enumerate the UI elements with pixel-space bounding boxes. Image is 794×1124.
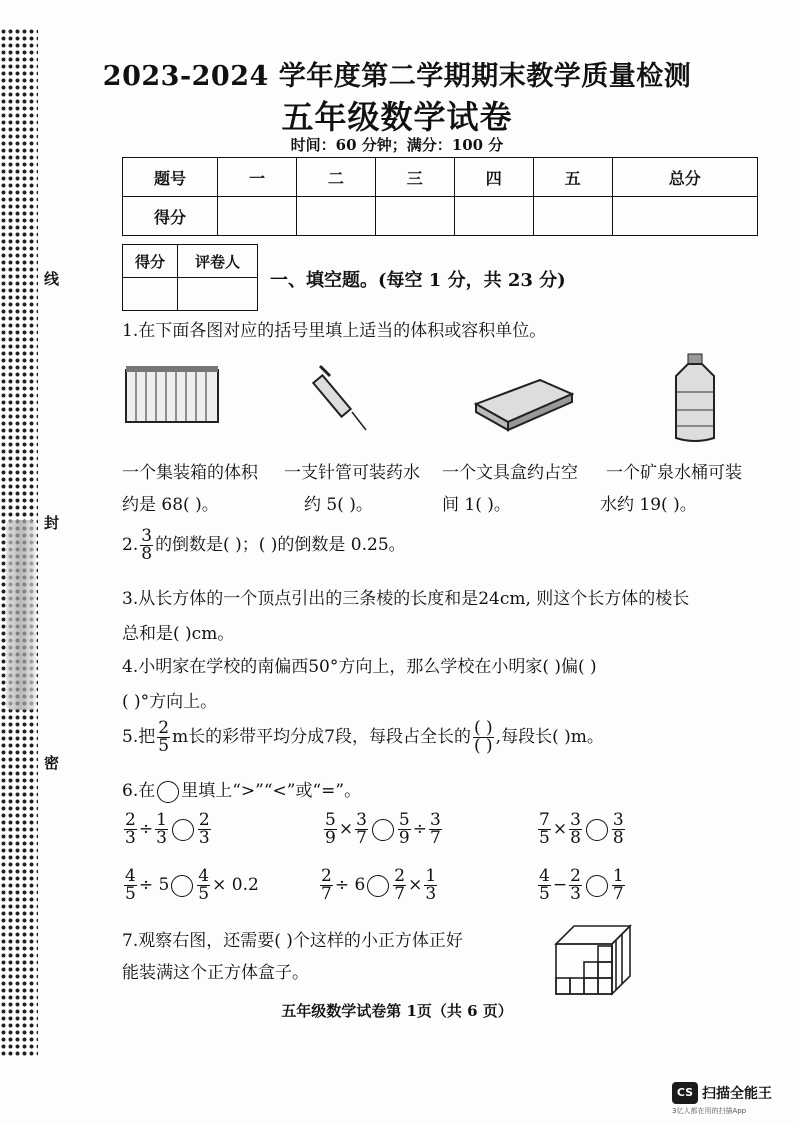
frac-num: 7: [539, 810, 550, 830]
q5-fraction-den: 5: [158, 736, 170, 756]
score-cell[interactable]: [296, 197, 375, 236]
operator: ×: [338, 819, 354, 839]
q2-text: 的倒数是( )；( )的倒数是 0.25。: [155, 535, 406, 555]
q1-item-2-line2: 约 5( )。: [304, 495, 373, 515]
frac-den: 8: [570, 828, 581, 848]
frac-den: 7: [429, 828, 441, 848]
q6-expr-6: [536, 868, 627, 903]
question-5: [122, 720, 604, 755]
compare-circle[interactable]: [172, 819, 194, 841]
frac-num: 2: [321, 866, 332, 886]
score-cell[interactable]: [218, 197, 297, 236]
pencil-case-illustration: [470, 374, 576, 432]
score-col: 四: [454, 158, 533, 197]
score-col: 一: [218, 158, 297, 197]
frac-num: 3: [570, 810, 581, 830]
score-table-label: 得分: [123, 197, 218, 236]
q1-item-1-line2: 约是 68( )。: [122, 495, 219, 515]
compare-circle[interactable]: [367, 875, 389, 897]
score-cell[interactable]: [454, 197, 533, 236]
operator: ×: [408, 875, 423, 895]
q6-expr-2: [322, 812, 444, 847]
score-cell[interactable]: [612, 197, 757, 236]
page-footer: 五年级数学试卷第 1页（共 6 页）: [281, 1002, 513, 1020]
q1-item-3-line1: 一个文具盒约占空: [442, 463, 578, 483]
operator: ÷ 6: [334, 875, 366, 895]
q1-item-4-line1: 一个矿泉水桶可装: [606, 463, 742, 483]
q1-item-3-line2: 间 1( )。: [442, 495, 511, 515]
score-cell[interactable]: [533, 197, 612, 236]
q6-expr-1: [122, 812, 213, 847]
score-col: 三: [375, 158, 454, 197]
score-table: [122, 157, 758, 236]
binding-shadow: [6, 520, 36, 710]
question-3-line2: 总和是( )cm。: [122, 624, 235, 644]
frac-den: 5: [125, 884, 136, 904]
operator: × 0.2: [212, 875, 259, 895]
frac-den: 7: [394, 884, 406, 904]
score-table-label: 题号: [123, 158, 218, 197]
frac-num: 3: [356, 810, 367, 830]
frac-num: 2: [570, 866, 581, 886]
q5-fraction-num: 2: [158, 718, 170, 738]
q6-expr-3: [536, 812, 627, 847]
question-7-line2: 能装满这个正方体盒子。: [122, 963, 309, 983]
score-table-row-score: [123, 197, 758, 236]
q6-text: 里填上“>”“<”或“=”。: [181, 781, 362, 801]
score-col: 五: [533, 158, 612, 197]
frac-num: 1: [612, 866, 624, 886]
question-7-line1: 7.观察右图，还需要( )个这样的小正方体正好: [122, 931, 463, 951]
frac-den: 8: [612, 828, 624, 848]
frac-den: 3: [156, 828, 167, 848]
frac-den: 5: [198, 884, 210, 904]
question-3-line1: 3.从长方体的一个顶点引出的三条棱的长度和是24cm, 则这个长方体的棱长: [122, 589, 690, 609]
water-bucket-illustration: [668, 352, 722, 444]
score-col: 二: [296, 158, 375, 197]
container-illustration: [124, 364, 222, 426]
q5-text-a: m长的彩带平均分成7段，每段占全长的: [172, 727, 471, 747]
compare-circle[interactable]: [586, 819, 608, 841]
frac-den: 9: [398, 828, 410, 848]
frac-den: 7: [612, 884, 624, 904]
q6-expr-5: [318, 868, 439, 903]
frac-den: 7: [321, 884, 332, 904]
question-2: [122, 528, 406, 563]
frac-num: 3: [429, 810, 441, 830]
q1-item-4-line2: 水约 19( )。: [600, 495, 697, 515]
operator: −: [552, 875, 568, 895]
q1-item-2-line1: 一支针管可装药水: [284, 463, 420, 483]
question-6: [122, 776, 361, 803]
exam-time-info: 时间：60 分钟；满分：100 分: [290, 136, 504, 154]
frac-num: 5: [325, 810, 336, 830]
question-4-line2: ( )°方向上。: [122, 692, 218, 712]
frac-num: 5: [398, 810, 410, 830]
frac-num: 4: [539, 866, 550, 886]
compare-circle[interactable]: [372, 819, 394, 841]
grader-table: [122, 244, 258, 311]
frac-num: 2: [198, 810, 210, 830]
side-label-secret: 密: [44, 754, 60, 772]
exam-subject: 五年级数学试卷: [281, 98, 513, 136]
frac-num: 3: [612, 810, 624, 830]
q6-prefix: 6.在: [122, 781, 156, 801]
operator: ×: [552, 819, 568, 839]
score-col-total: 总分: [612, 158, 757, 197]
frac-num: 1: [156, 810, 167, 830]
frac-den: 3: [425, 884, 437, 904]
frac-den: 3: [125, 828, 136, 848]
grader-name-header: 评卷人: [178, 245, 258, 278]
compare-circle-sample: [157, 781, 179, 803]
side-label-seal: 封: [44, 514, 60, 532]
q1-item-1-line1: 一个集装箱的体积: [122, 463, 258, 483]
compare-circle[interactable]: [586, 875, 608, 897]
frac-den: 3: [570, 884, 581, 904]
syringe-illustration: [312, 362, 372, 434]
frac-den: 5: [539, 884, 550, 904]
frac-den: 3: [198, 828, 210, 848]
q2-fraction-den: 8: [141, 544, 153, 564]
grader-score-header: 得分: [123, 245, 178, 278]
q5-text-b: ,每段长( )m。: [495, 727, 604, 747]
scanner-brand-name: 扫描全能王: [702, 1086, 772, 1102]
q2-fraction-num: 3: [141, 526, 153, 546]
frac-num: 2: [394, 866, 406, 886]
scanner-logo-icon: CS: [672, 1082, 698, 1104]
scanner-slogan: 3亿人都在用的扫描App: [672, 1107, 747, 1115]
score-cell[interactable]: [375, 197, 454, 236]
exam-title: 2023-2024 学年度第二学期期末教学质量检测: [102, 61, 692, 92]
grader-score-cell[interactable]: [123, 278, 178, 311]
operator: ÷: [412, 819, 427, 839]
frac-num: 1: [425, 866, 437, 886]
frac-num: 4: [198, 866, 210, 886]
operator: ÷: [138, 819, 154, 839]
frac-num: 2: [125, 810, 136, 830]
q5-prefix: 5.把: [122, 727, 156, 747]
frac-den: 5: [539, 828, 550, 848]
q5-blank-num: ( ): [474, 718, 493, 738]
q5-fraction: [157, 720, 170, 755]
side-label-line: 线: [44, 270, 60, 288]
question-4-line1: 4.小明家在学校的南偏西50°方向上，那么学校在小明家( )偏( ): [122, 657, 597, 677]
score-table-row-number: [123, 158, 758, 197]
scanner-watermark: [672, 1082, 772, 1116]
frac-den: 7: [356, 828, 367, 848]
question-1-text: 1.在下面各图对应的括号里填上适当的体积或容积单位。: [122, 321, 547, 341]
frac-den: 9: [325, 828, 336, 848]
grader-name-cell[interactable]: [178, 278, 258, 311]
section-title: 一、填空题。(每空 1 分，共 23 分): [270, 270, 566, 291]
frac-num: 4: [125, 866, 136, 886]
q2-prefix: 2.: [122, 535, 139, 555]
compare-circle[interactable]: [171, 875, 193, 897]
operator: ÷ 5: [138, 875, 170, 895]
q2-fraction: [140, 528, 153, 563]
q6-expr-4: [122, 868, 259, 903]
q5-blank-den: ( ): [474, 736, 493, 756]
cube-box-illustration: [554, 924, 634, 996]
q5-blank-fraction[interactable]: [473, 720, 494, 755]
